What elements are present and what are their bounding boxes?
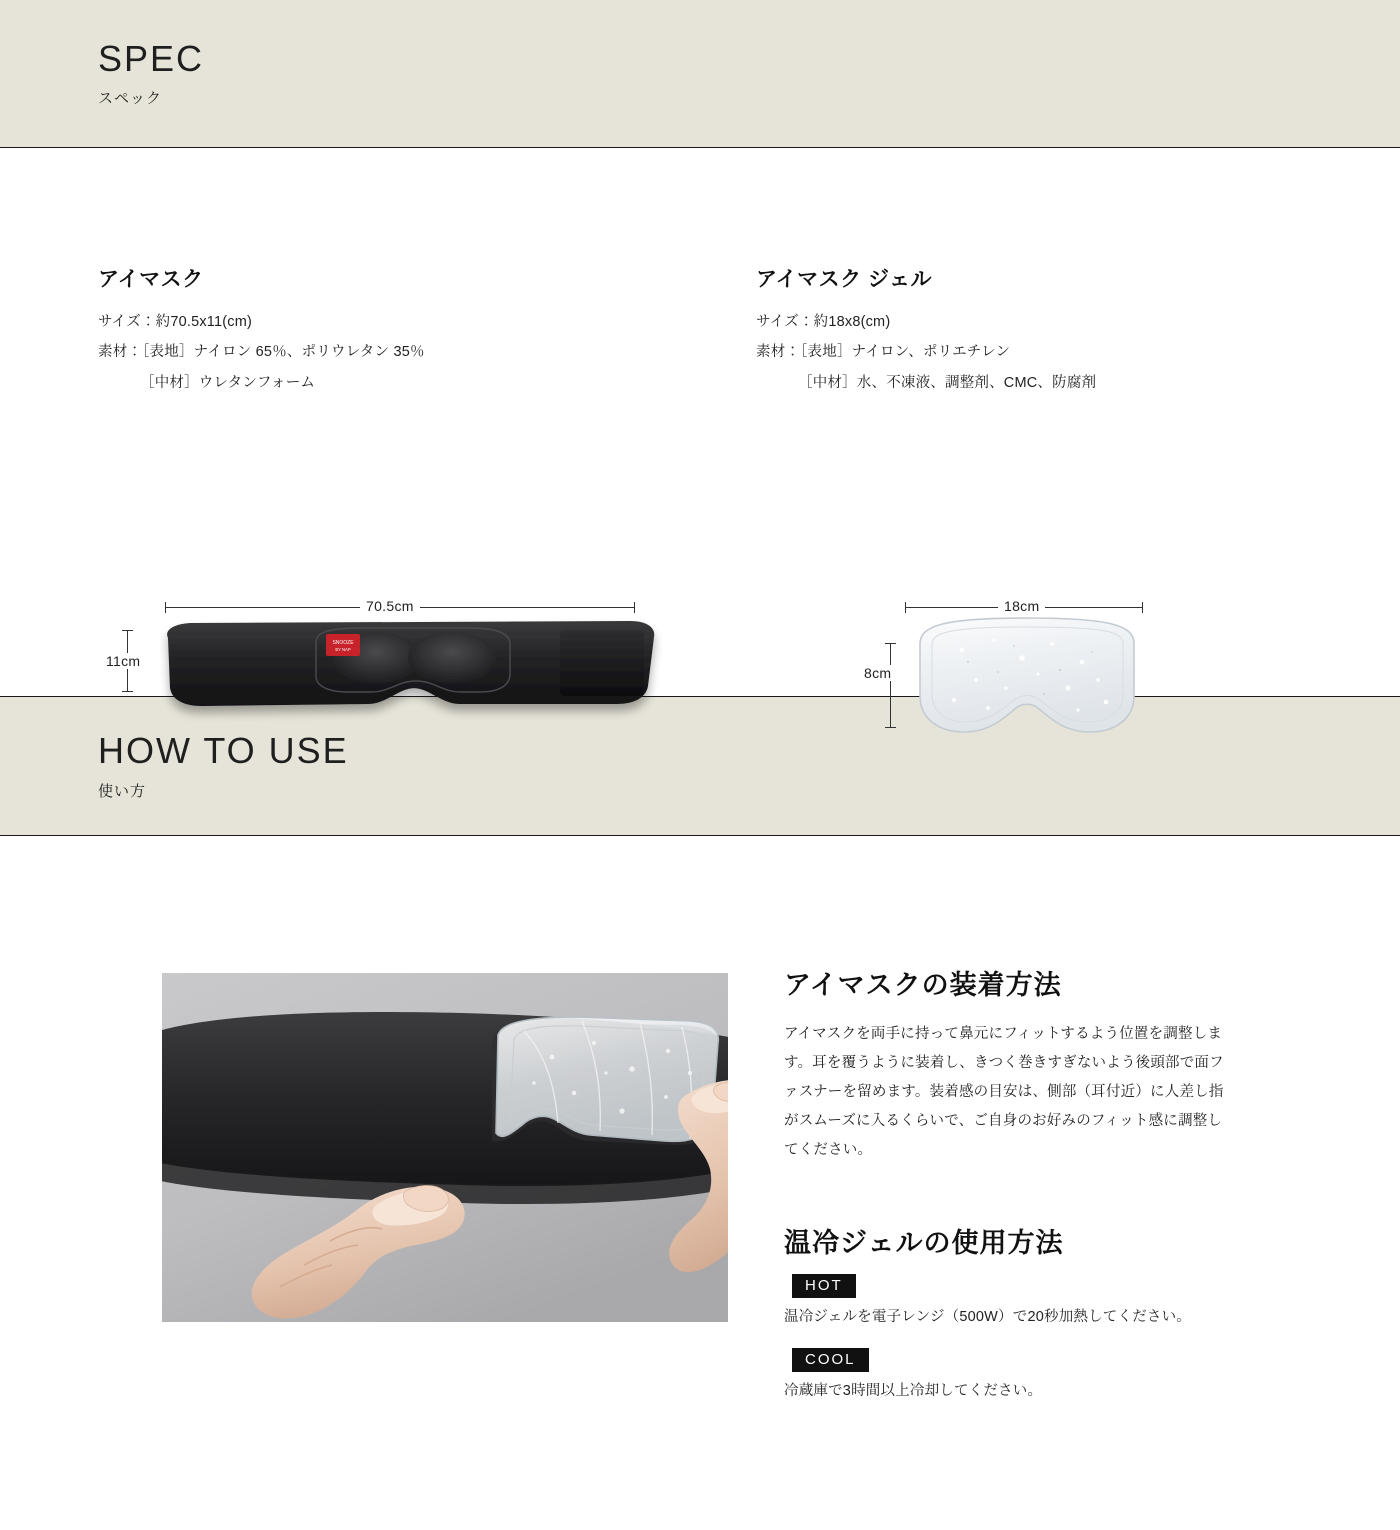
svg-text:SNOOZE: SNOOZE bbox=[332, 640, 354, 646]
cool-badge: COOL bbox=[792, 1348, 869, 1372]
hot-instruction bbox=[784, 1274, 1236, 1326]
wear-body: アイマスクを両手に持って鼻元にフィットするよう位置を調整します。耳を覆うように装着し、きつく巻きすぎないよう後頭部で面ファスナーを留めます。装着感の目安は、側部（耳付近）に人差し指がスムーズに入るくらいで、ご自身のお好みのフィット感に調整してください。 bbox=[784, 1026, 1224, 1158]
spec-item-eye-mask bbox=[98, 263, 718, 402]
hot-badge: HOT bbox=[792, 1274, 856, 1298]
spec-title-ja: スペック bbox=[98, 90, 163, 108]
spec-item-material-inner: ［中材］水、不凍液、調整剤、CMC、防腐剤 bbox=[798, 374, 1097, 391]
spec-item-size: サイズ：約18x8(cm) bbox=[756, 314, 891, 330]
eye-mask-width-label: 70.5cm bbox=[360, 598, 420, 614]
gel-height-dimension-line bbox=[890, 643, 891, 728]
howto-title-ja: 使い方 bbox=[98, 782, 147, 800]
svg-text:BY NAP: BY NAP bbox=[335, 647, 351, 652]
wear-heading: アイマスクの装着方法 bbox=[784, 970, 1062, 1000]
gel-width-label: 18cm bbox=[998, 598, 1045, 614]
gel-heading: 温冷ジェルの使用方法 bbox=[784, 1228, 1064, 1258]
howto-title-en: HOW TO USE bbox=[98, 730, 349, 772]
cool-note: 冷蔵庫で3時間以上冷却してください。 bbox=[784, 1383, 1043, 1399]
spec-item-size: サイズ：約70.5x11(cm) bbox=[98, 314, 253, 330]
howto-photo-illustration bbox=[162, 973, 728, 1322]
spec-item-material-outer: 素材：［表地］ナイロン 65％、ポリウレタン 35％ bbox=[98, 344, 425, 361]
spec-item-name: アイマスク ジェル bbox=[756, 268, 933, 291]
howto-text-block bbox=[784, 963, 1236, 1422]
eye-mask-height-label: 11cm bbox=[100, 653, 146, 669]
spec-title-en: SPEC bbox=[98, 37, 205, 79]
hot-note: 温冷ジェルを電子レンジ（500W）で20秒加熱してください。 bbox=[784, 1309, 1191, 1325]
gel-height-label: 8cm bbox=[858, 665, 897, 681]
spec-section-banner bbox=[0, 0, 1400, 148]
eye-mask-illustration bbox=[160, 618, 680, 738]
spec-item-name: アイマスク bbox=[98, 268, 204, 291]
howto-photo bbox=[162, 973, 728, 1322]
spec-item-material-outer: 素材：［表地］ナイロン、ポリエチレン bbox=[756, 344, 1011, 361]
howto-content bbox=[0, 836, 1400, 1526]
spec-item-material-inner: ［中材］ウレタンフォーム bbox=[140, 374, 316, 391]
spec-item-gel bbox=[756, 263, 1376, 402]
gel-illustration bbox=[902, 610, 1152, 750]
cool-instruction bbox=[784, 1348, 1236, 1400]
spec-content bbox=[0, 148, 1400, 696]
